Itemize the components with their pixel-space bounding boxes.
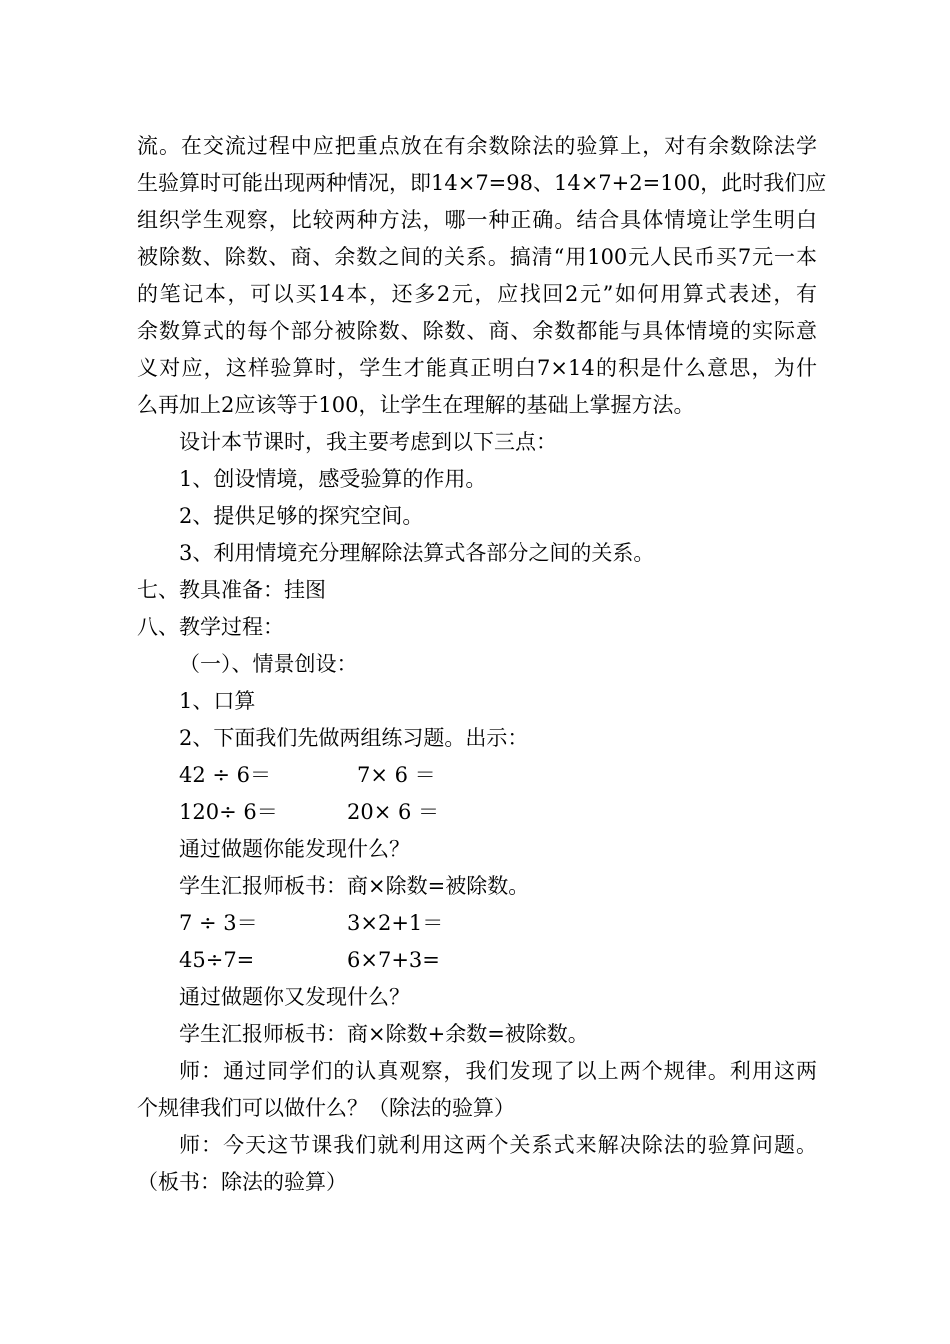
question: 通过做题你又发现什么？	[179, 985, 410, 1009]
teacher-line: 师：通过同学们的认真观察，我们发现了以上两个规律。利用这两	[179, 1059, 817, 1083]
exercise-row	[137, 794, 817, 831]
paragraph-line: 的笔记本，可以买14本，还多2元，应找回2元”如何用算式表述，有	[137, 282, 817, 306]
question: 通过做题你能发现什么？	[179, 837, 410, 861]
subsection-heading: （一）、情景创设：	[179, 652, 358, 676]
teacher-line: 个规律我们可以做什么？（除法的验算）	[137, 1096, 515, 1120]
paragraph-line: 余数算式的每个部分被除数、除数、商、余数都能与具体情境的实际意	[137, 319, 817, 343]
exercise-left: 120÷ 6＝	[179, 800, 278, 824]
paragraph-line: 被除数、除数、商、余数之间的关系。搞清“用100元人民币买7元一本	[137, 245, 817, 269]
design-point: 1、创设情境，感受验算的作用。	[179, 467, 487, 491]
section-heading-8: 八、教学过程：	[137, 615, 284, 639]
exercise-row	[137, 757, 817, 794]
step-item: 1、口算	[179, 689, 256, 713]
design-point: 3、利用情境充分理解除法算式各部分之间的关系。	[179, 541, 655, 565]
exercise-right: 7× 6 ＝	[357, 763, 436, 787]
design-point: 2、提供足够的探究空间。	[179, 504, 424, 528]
teacher-line: 师：今天这节课我们就利用这两个关系式来解决除法的验算问题。	[179, 1133, 817, 1157]
paragraph-line: 么再加上2应该等于100，让学生在理解的基础上掌握方法。	[137, 393, 695, 417]
paragraph-line: 生验算时可能出现两种情况，即14×7=98、14×7+2=100，此时我们应	[137, 171, 827, 195]
board-note: 学生汇报师板书：商×除数+余数=被除数。	[179, 1022, 589, 1046]
exercise-row	[137, 905, 817, 942]
exercise-left: 7 ÷ 3＝	[179, 911, 258, 935]
step-item: 2、下面我们先做两组练习题。出示：	[179, 726, 529, 750]
teacher-line: （板书：除法的验算）	[137, 1170, 347, 1194]
document-body	[137, 128, 827, 1201]
section-heading-7: 七、教具准备：挂图	[137, 578, 326, 602]
paragraph-line: 义对应，这样验算时，学生才能真正明白7×14的积是什么意思，为什	[137, 356, 817, 380]
exercise-right: 3×2+1＝	[347, 911, 444, 935]
exercise-row	[137, 942, 817, 979]
paragraph-line: 流。在交流过程中应把重点放在有余数除法的验算上，对有余数除法学	[137, 134, 817, 158]
exercise-right: 20× 6 ＝	[347, 800, 440, 824]
exercise-right: 6×7+3=	[347, 948, 440, 972]
paragraph-line: 组织学生观察，比较两种方法，哪一种正确。结合具体情境让学生明白	[137, 208, 817, 232]
exercise-left: 45÷7=	[179, 948, 255, 972]
exercise-left: 42 ÷ 6＝	[179, 763, 272, 787]
board-note: 学生汇报师板书：商×除数=被除数。	[179, 874, 530, 898]
design-intro: 设计本节课时，我主要考虑到以下三点：	[179, 430, 557, 454]
